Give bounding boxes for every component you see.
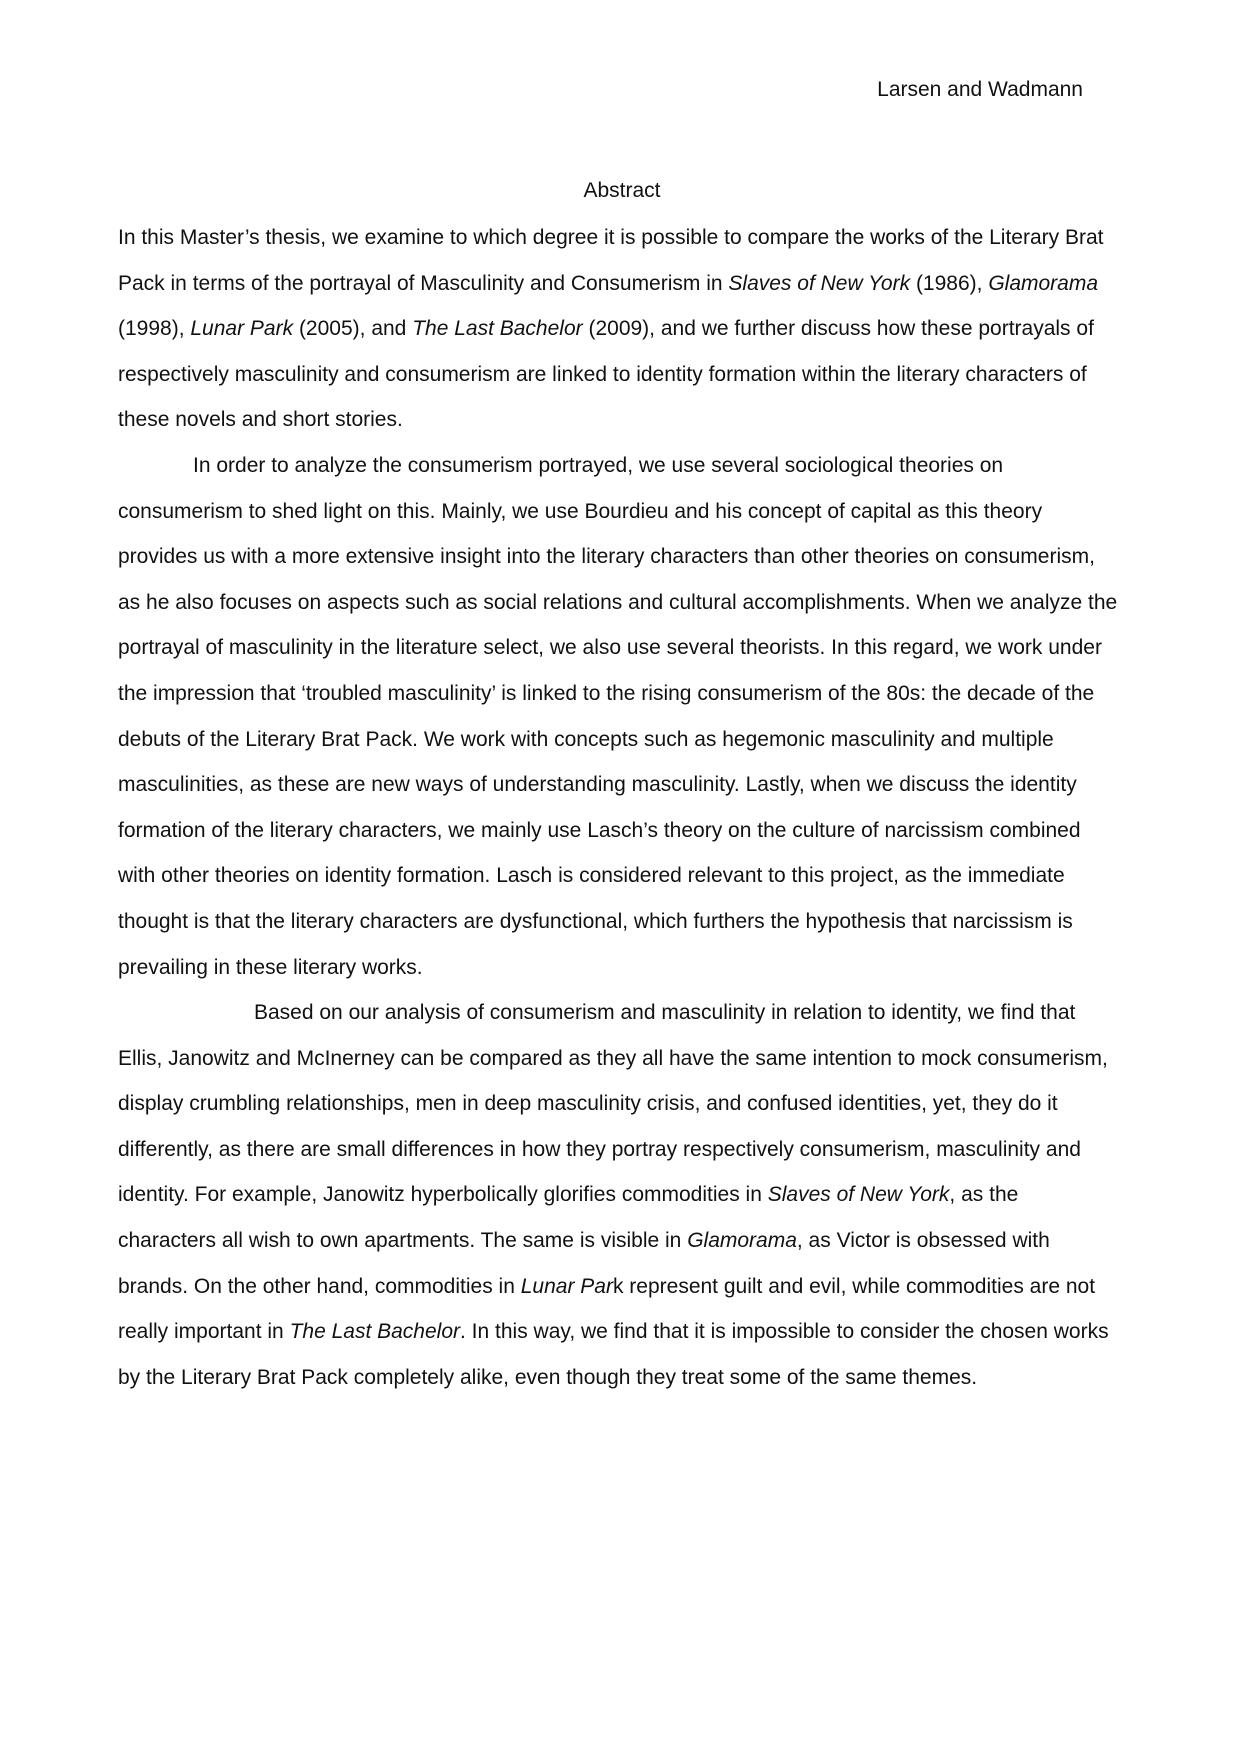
abstract-title: Abstract bbox=[583, 179, 661, 202]
running-header: Larsen and Wadmann bbox=[877, 78, 1083, 101]
text-run: Based on our analysis of consumerism and masculinity in relation to identity, we find that Ellis, Janowitz and McInerney can be compared as they all have the same intention to mock consumerism, display crumbling relationships, men in deep masculinity crisis, and confused identities, yet, they do it differently, as there are small differences in how they portray respectively consumerism, masculinity and identity. For example, Janowitz hyperbolically glorifies commodities in bbox=[118, 1001, 1108, 1207]
book-title: Glamorama bbox=[988, 271, 1099, 295]
text-run: In this Master’s thesis, we examine to which degree it is possible to compare the works of the Literary Brat Pack in terms of the portrayal of Masculinity and Consumerism in bbox=[118, 226, 1104, 295]
book-title: The Last Bachelor bbox=[289, 1320, 461, 1344]
book-title: Lunar Par bbox=[520, 1274, 613, 1298]
abstract-section bbox=[118, 177, 1122, 1400]
book-title: Glamorama bbox=[687, 1229, 797, 1253]
abstract-paragraph-2 bbox=[118, 443, 1122, 990]
text-run: . In this way, we find that it is impossible to consider the chosen works by the Literary Brat Pack completely alike, even though they treat some of the same themes. bbox=[118, 1320, 1109, 1389]
text-run: , as Victor is obsessed with brands. On the other hand, commodities in bbox=[118, 1229, 1050, 1298]
text-run: , as the characters all wish to own apartments. The same is visible in bbox=[118, 1183, 1019, 1253]
text-run: (1986), bbox=[910, 271, 989, 295]
text-run: (1998), bbox=[118, 317, 191, 341]
text-run: k represent guilt and evil, while commodities are not really important in bbox=[118, 1274, 1096, 1344]
abstract-paragraph-3 bbox=[118, 990, 1122, 1400]
abstract-paragraph-1 bbox=[118, 215, 1122, 443]
book-title: Lunar Park bbox=[190, 317, 294, 341]
text-run: In order to analyze the consumerism portrayed, we use several sociological theories on consumerism to shed light on this. Mainly, we use Bourdieu and his concept of capital as this theory provides us with a more extensive insight into the literary characters than other theories on consumerism, as he also focuses on aspects such as social relations and cultural accomplishments. When we analyze the portrayal of masculinity in the literature select, we also use several theorists. In this regard, we work under the impression that ‘troubled masculinity’ is linked to the rising consumerism of the 80s: the decade of the debuts of the Literary Brat Pack. We work with concepts such as hegemonic masculinity and multiple masculinities, as these are new ways of understanding masculinity. Lastly, when we discuss the identity formation of the literary characters, we mainly use Lasch’s theory on the culture of narcissism combined with other theories on identity formation. Lasch is considered relevant to this project, as the immediate thought is that the literary characters are dysfunctional, which furthers the hypothesis that narcissism is prevailing in these literary works. bbox=[118, 453, 1118, 979]
book-title: Slaves of New York bbox=[728, 271, 911, 295]
book-title: The Last Bachelor bbox=[412, 317, 583, 341]
text-run: (2009), and we further discuss how these portrayals of respectively masculinity and consumerism are linked to identity formation within the literary characters of these novels and short stories. bbox=[118, 317, 1094, 432]
text-run: (2005), and bbox=[293, 317, 413, 341]
book-title: Slaves of New York bbox=[767, 1183, 950, 1207]
